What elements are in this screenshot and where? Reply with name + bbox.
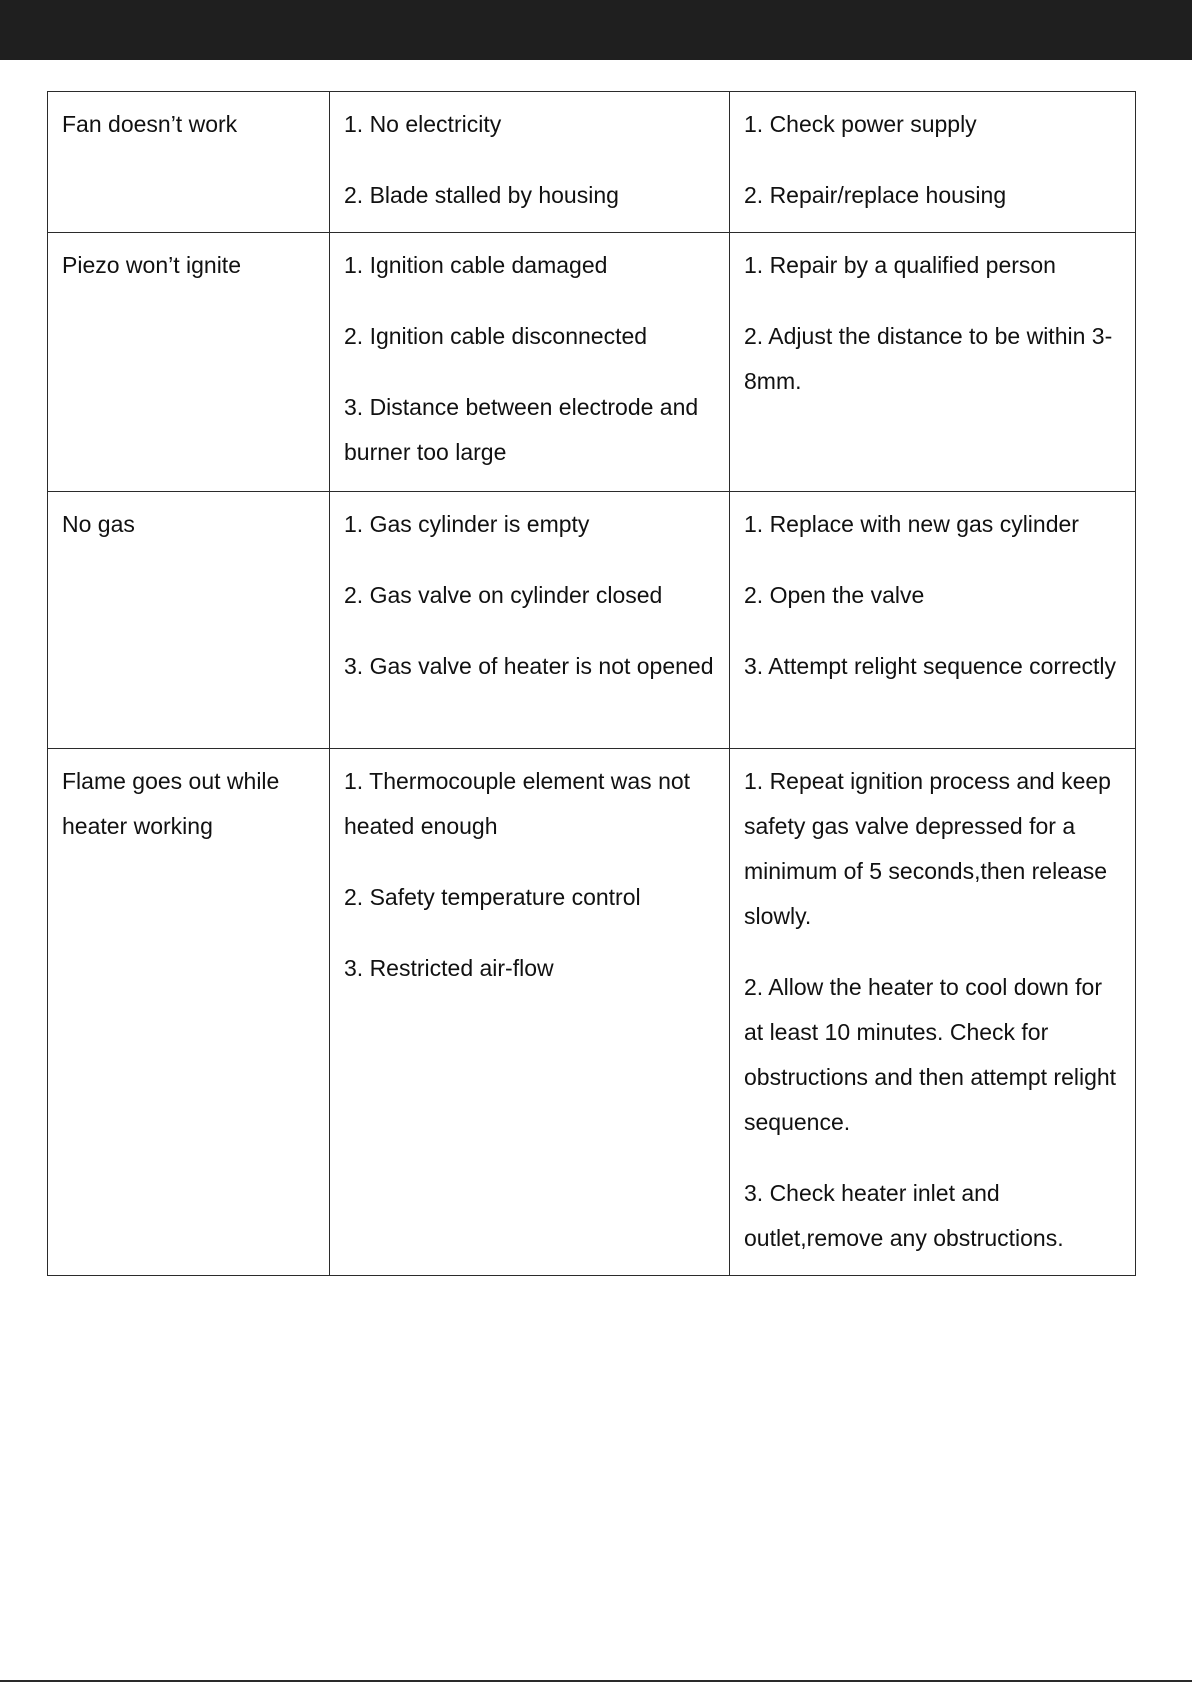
table-row (48, 492, 1136, 749)
table-row (48, 749, 1136, 1276)
cause-item: 3. Gas valve of heater is not opened (344, 653, 714, 679)
problem-text: Fan doesn’t work (62, 111, 238, 137)
solution-item: 2. Open the valve (744, 582, 925, 608)
solution-item: 1. Replace with new gas cylinder (744, 511, 1079, 537)
solution-item: 1. Repeat ignition process and keep safety gas valve depressed for a minimum of 5 seconds,then release slowly. (744, 768, 1111, 929)
solution-item: 2. Allow the heater to cool down for at least 10 minutes. Check for obstructions and then attempt relight sequence. (744, 974, 1117, 1135)
cause-item: 2. Ignition cable disconnected (344, 323, 648, 349)
problem-text: Flame goes out while heater working (62, 768, 280, 839)
troubleshooting-table (47, 91, 1136, 1276)
problem-cell (48, 492, 330, 749)
solution-cell (730, 492, 1136, 749)
cause-item: 2. Blade stalled by housing (344, 182, 619, 208)
solution-item: 2. Repair/replace housing (744, 182, 1007, 208)
solution-item: 1. Repair by a qualified person (744, 252, 1056, 278)
cause-item: 1. Ignition cable damaged (344, 252, 608, 278)
cause-cell (330, 492, 730, 749)
problem-text: Piezo won’t ignite (62, 252, 241, 278)
solution-cell (730, 92, 1136, 233)
cause-item: 2. Safety temperature control (344, 884, 641, 910)
cause-item: 2. Gas valve on cylinder closed (344, 582, 663, 608)
solution-item: 1. Check power supply (744, 111, 977, 137)
header-bar (0, 0, 1192, 60)
cause-item: 1. No electricity (344, 111, 502, 137)
cause-item: 1. Gas cylinder is empty (344, 511, 590, 537)
solution-item: 3. Check heater inlet and outlet,remove any obstructions. (744, 1180, 1064, 1251)
cause-cell (330, 233, 730, 492)
problem-cell (48, 92, 330, 233)
table-row (48, 233, 1136, 492)
cause-cell (330, 749, 730, 1276)
table-row (48, 92, 1136, 233)
cause-cell (330, 92, 730, 233)
cause-item: 3. Restricted air-flow (344, 955, 554, 981)
solution-cell (730, 233, 1136, 492)
solution-cell (730, 749, 1136, 1276)
cause-item: 3. Distance between electrode and burner too large (344, 394, 699, 465)
problem-cell (48, 749, 330, 1276)
problem-cell (48, 233, 330, 492)
solution-item: 3. Attempt relight sequence correctly (744, 653, 1117, 679)
solution-item: 2. Adjust the distance to be within 3-8mm. (744, 323, 1113, 394)
problem-text: No gas (62, 511, 135, 537)
cause-item: 1. Thermocouple element was not heated enough (344, 768, 691, 839)
bottom-divider (0, 1680, 1192, 1682)
